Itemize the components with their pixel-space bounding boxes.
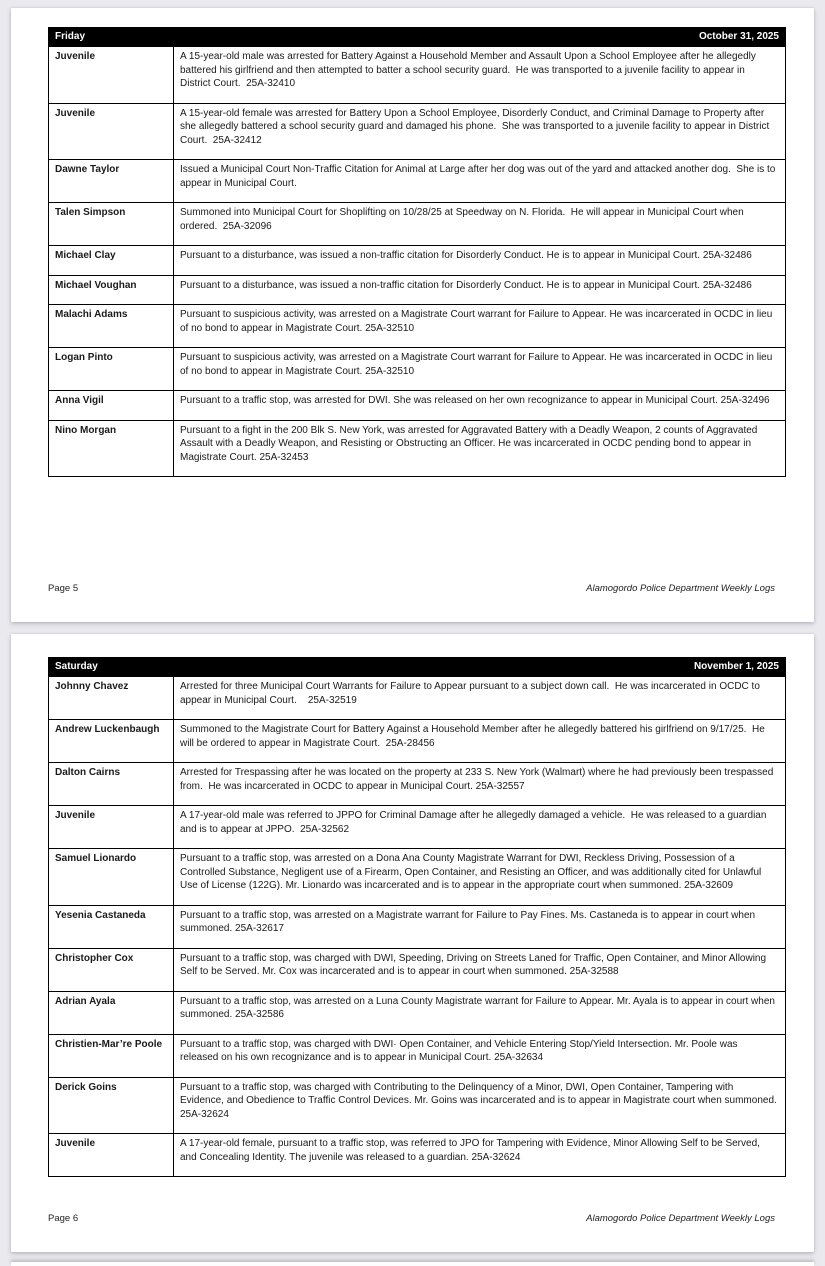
name-cell: Christopher Cox (49, 948, 174, 991)
log-entry-row (49, 677, 786, 720)
name-cell: Derick Goins (49, 1077, 174, 1134)
description-cell: A 15-year-old male was arrested for Battery Against a Household Member and Assault Upon a School Employee after he allegedly battered his girlfriend and then attempted to batter a school security guard. He was transported to a juvenile facility to appear in District Court. 25A-32410 (174, 47, 786, 104)
description-cell: Pursuant to a traffic stop, was arrested for DWI. She was released on her own recognizance to appear in Municipal Court. 25A-32496 (174, 391, 786, 421)
description-cell: Pursuant to a fight in the 200 Blk S. New York, was arrested for Aggravated Battery with a Deadly Weapon, 2 counts of Aggravated Assault with a Deadly Weapon, and Resisting or Obstructing an Officer. He was incarcerated in OCDC pending bond to appear in Magistrate Court. 25A-32453 (174, 420, 786, 477)
log-entry-row (49, 160, 786, 203)
log-entry-row (49, 849, 786, 906)
name-cell: Yesenia Castaneda (49, 905, 174, 948)
log-entry-row (49, 720, 786, 763)
name-cell: Samuel Lionardo (49, 849, 174, 906)
name-cell: Logan Pinto (49, 348, 174, 391)
description-cell: Pursuant to a traffic stop, was arrested on a Dona Ana County Magistrate Warrant for DWI, Reckless Driving, Possession of a Controlled Substance, Negligent use of a Firearm, Open Container, and Resisting an Officer, and was additionally cited for Unlawful Use of License (122G). Mr. Lionardo was incarcerated and is to appear in the appropriate court when summoned. 25A-32609 (174, 849, 786, 906)
daily-log-table-friday (48, 27, 786, 477)
description-cell: Pursuant to a disturbance, was issued a non-traffic citation for Disorderly Conduct. He is to appear in Municipal Court. 25A-32486 (174, 275, 786, 305)
log-entry-row (49, 246, 786, 276)
description-cell: Pursuant to a traffic stop, was charged with DWI· Open Container, and Vehicle Entering Stop/Yield Intersection. Mr. Poole was released on his own recognizance and is to appear in Municipal Court. 25A-32634 (174, 1034, 786, 1077)
name-cell: Malachi Adams (49, 305, 174, 348)
description-cell: Issued a Municipal Court Non-Traffic Citation for Animal at Large after her dog was out of the yard and attacked another dog. She is to appear in Municipal Court. (174, 160, 786, 203)
name-cell: Michael Voughan (49, 275, 174, 305)
log-entry-row (49, 420, 786, 477)
description-cell: Pursuant to suspicious activity, was arrested on a Magistrate Court warrant for Failure to Appear. He was incarcerated in OCDC in lieu of no bond to appear in Magistrate Court. 25A-32510 (174, 305, 786, 348)
description-cell: A 17-year-old male was referred to JPPO for Criminal Damage after he allegedly damaged a vehicle. He was released to a guardian and is to appear at JPPO. 25A-32562 (174, 806, 786, 849)
log-entry-row (49, 1134, 786, 1177)
name-cell: Christien-Mar’re Poole (49, 1034, 174, 1077)
description-cell: Pursuant to a disturbance, was issued a non-traffic citation for Disorderly Conduct. He is to appear in Municipal Court. 25A-32486 (174, 246, 786, 276)
description-cell: Arrested for Trespassing after he was located on the property at 233 S. New York (Walmart) where he had previously been trespassed from. He was incarcerated in OCDC to appear in Municipal Court. 25A-32557 (174, 763, 786, 806)
name-cell: Johnny Chavez (49, 677, 174, 720)
document-title: Alamogordo Police Department Weekly Logs (586, 1213, 775, 1224)
name-cell: Dalton Cairns (49, 763, 174, 806)
log-entry-row (49, 905, 786, 948)
name-cell: Juvenile (49, 1134, 174, 1177)
document-page-6 (11, 634, 814, 1252)
name-cell: Michael Clay (49, 246, 174, 276)
daily-log-table-saturday (48, 657, 786, 1177)
name-cell: Juvenile (49, 806, 174, 849)
name-cell: Juvenile (49, 47, 174, 104)
log-entry-row (49, 806, 786, 849)
description-cell: A 17-year-old female, pursuant to a traffic stop, was referred to JPO for Tampering with Evidence, Minor Allowing Self to be Served, and Concealing Identity. The juvenile was released to a guardian. 25A-32624 (174, 1134, 786, 1177)
description-cell: Pursuant to suspicious activity, was arrested on a Magistrate Court warrant for Failure to Appear. He was incarcerated in OCDC in lieu of no bond to appear in Magistrate Court. 25A-32510 (174, 348, 786, 391)
log-entry-row (49, 47, 786, 104)
day-header-cell: Saturday (49, 658, 174, 677)
log-entry-row (49, 763, 786, 806)
table-header-row (49, 658, 786, 677)
day-header-cell: Friday (49, 28, 174, 47)
description-cell: Summoned into Municipal Court for Shoplifting on 10/28/25 at Speedway on N. Florida. He will appear in Municipal Court when ordered. 25A-32096 (174, 203, 786, 246)
description-cell: A 15-year-old female was arrested for Battery Upon a School Employee, Disorderly Conduct, and Criminal Damage to Property after she allegedly battered a school security guard and damaged his phone. She was transported to a juvenile facility to appear in District Court. 25A-32412 (174, 103, 786, 160)
log-entry-row (49, 348, 786, 391)
log-entry-row (49, 305, 786, 348)
name-cell: Talen Simpson (49, 203, 174, 246)
name-cell: Juvenile (49, 103, 174, 160)
log-entry-row (49, 1034, 786, 1077)
log-entry-row (49, 991, 786, 1034)
description-cell: Pursuant to a traffic stop, was charged with DWI, Speeding, Driving on Streets Laned for Traffic, Open Container, and Minor Allowing Self to be Served. Mr. Cox was incarcerated and is to appear in court when summoned. 25A-32588 (174, 948, 786, 991)
description-cell: Summoned to the Magistrate Court for Battery Against a Household Member after he allegedly battered his girlfriend on 9/17/25. He will be ordered to appear in Magistrate Court. 25A-28456 (174, 720, 786, 763)
document-page-5 (11, 8, 814, 622)
table-header-row (49, 28, 786, 47)
date-header-cell: October 31, 2025 (174, 28, 786, 47)
next-page-edge (11, 1262, 814, 1266)
page-number: Page 6 (48, 1213, 79, 1224)
description-cell: Pursuant to a traffic stop, was arrested on a Magistrate warrant for Failure to Pay Fines. Ms. Castaneda is to appear in court when summoned. 25A-32617 (174, 905, 786, 948)
description-cell: Arrested for three Municipal Court Warrants for Failure to Appear pursuant to a subject down call. He was incarcerated in OCDC to appear in Municipal Court. 25A-32519 (174, 677, 786, 720)
name-cell: Dawne Taylor (49, 160, 174, 203)
name-cell: Andrew Luckenbaugh (49, 720, 174, 763)
log-entry-row (49, 275, 786, 305)
log-entry-row (49, 948, 786, 991)
description-cell: Pursuant to a traffic stop, was arrested on a Luna County Magistrate warrant for Failure to Appear. Mr. Ayala is to appear in court when summoned. 25A-32586 (174, 991, 786, 1034)
log-entry-row (49, 1077, 786, 1134)
name-cell: Adrian Ayala (49, 991, 174, 1034)
date-header-cell: November 1, 2025 (174, 658, 786, 677)
log-entry-row (49, 391, 786, 421)
page-footer (48, 1213, 775, 1224)
log-entry-row (49, 203, 786, 246)
name-cell: Nino Morgan (49, 420, 174, 477)
name-cell: Anna Vigil (49, 391, 174, 421)
document-title: Alamogordo Police Department Weekly Logs (586, 583, 775, 594)
log-entry-row (49, 103, 786, 160)
page-footer (48, 583, 775, 594)
description-cell: Pursuant to a traffic stop, was charged with Contributing to the Delinquency of a Minor, DWI, Open Container, Tampering with Evidence, and Obedience to Traffic Control Devices. Mr. Goins was incarcerated and is to appear in Magistrate court when summoned. 25A-32624 (174, 1077, 786, 1134)
page-number: Page 5 (48, 583, 79, 594)
